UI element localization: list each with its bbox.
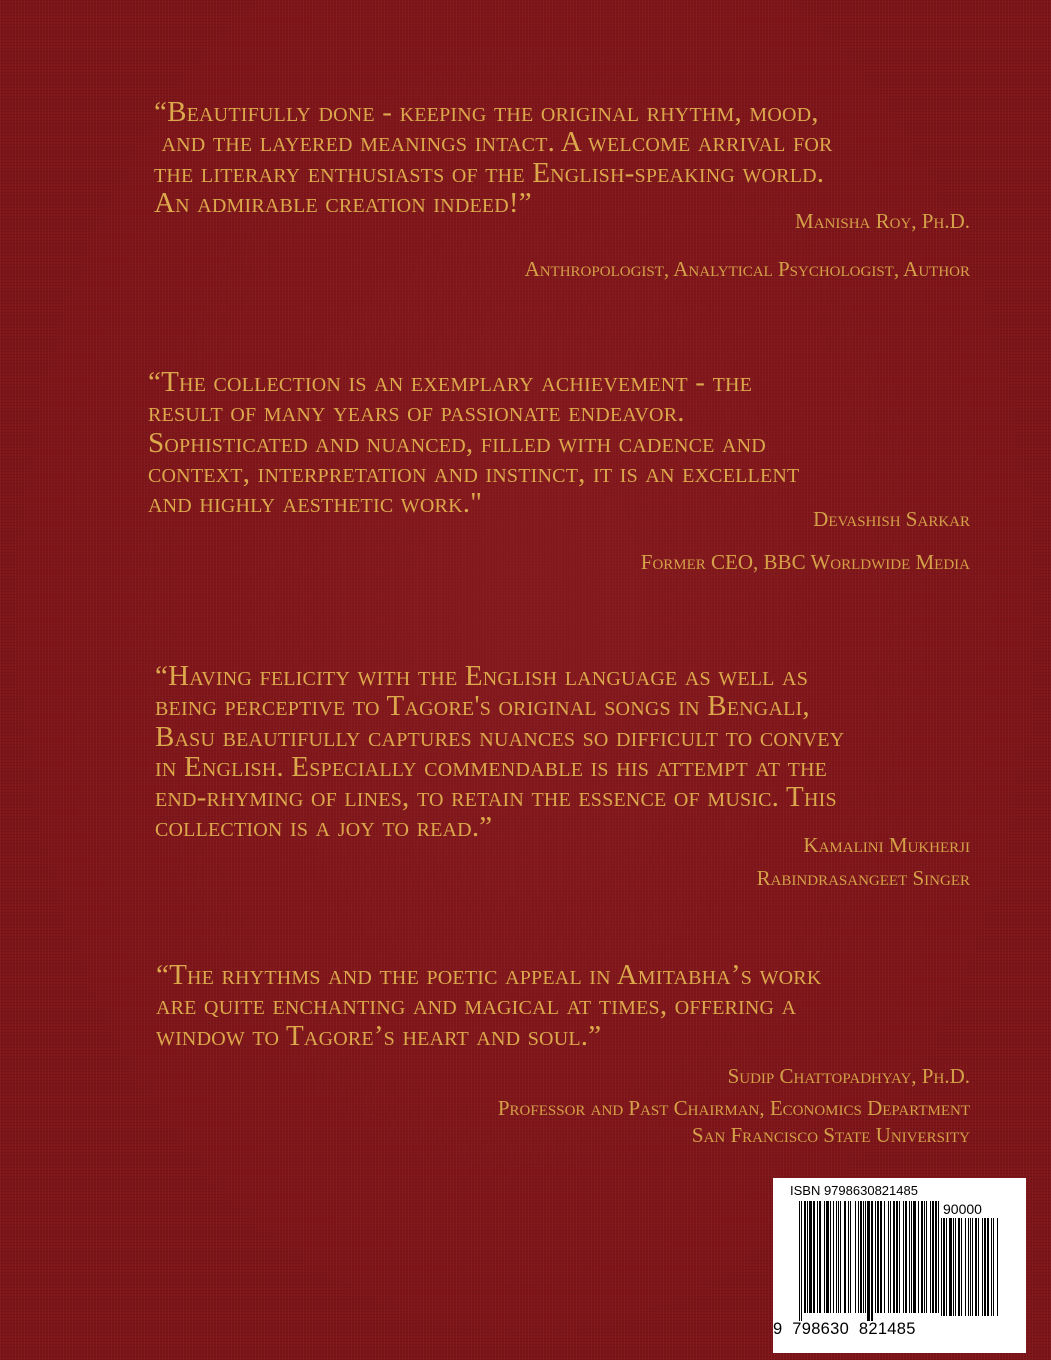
review-2-author: Devashish Sarkar [813,507,970,531]
review-1-role: Anthropologist, Analytical Psychologist, Author [524,257,970,281]
isbn-label: ISBN 9798630821485 [790,1183,918,1198]
barcode-bars [799,1201,939,1321]
review-4-role: Professor and Past Chairman, Economics Department [497,1096,970,1120]
review-2-quote: “The collection is an exemplary achievement - the result of many years of passionate endeavor. Sophisticated and nuanced, filled with cadence and context, interpretation and instinct, it is an excellent and highly aesthetic work." [148,366,800,520]
review-3-role: Rabindrasangeet Singer [756,866,970,890]
review-1-quote: “Beautifully done - keeping the original rhythm, mood, and the layered meanings intact. A welcome arrival for the literary enthusiasts of the English-speaking world. An admirable creation indeed!” [154,96,833,219]
review-3-quote: “Having felicity with the English language as well as being perceptive to Tagore's original songs in Bengali, Basu beautifully captures nuances so difficult to convey in English. Especially commendable is his attempt at the end-rhyming of lines, to retain the essence of music. This collection is a joy to read.” [155,660,845,844]
review-4-quote: “The rhythms and the poetic appeal in Amitabha’s work are quite enchanting and magical at times, offering a window to Tagore’s heart and soul.” [156,959,822,1052]
review-4 [148,959,970,1147]
review-3-author: Kamalini Mukherji [803,833,970,857]
review-3 [148,660,970,890]
review-4-author: Sudip Chattopadhyay, Ph.D. [727,1064,970,1088]
review-1-author: Manisha Roy, Ph.D. [795,209,970,233]
review-2 [148,366,970,574]
isbn-barcode [773,1178,1026,1353]
review-4-affiliation: San Francisco State University [691,1123,970,1147]
price-code: 90000 [943,1201,982,1217]
review-2-role: Former CEO, BBC Worldwide Media [640,550,970,574]
barcode-number: 9 798630 821485 [773,1320,916,1338]
review-1 [148,96,970,281]
barcode-addon-bars [941,1218,1021,1318]
